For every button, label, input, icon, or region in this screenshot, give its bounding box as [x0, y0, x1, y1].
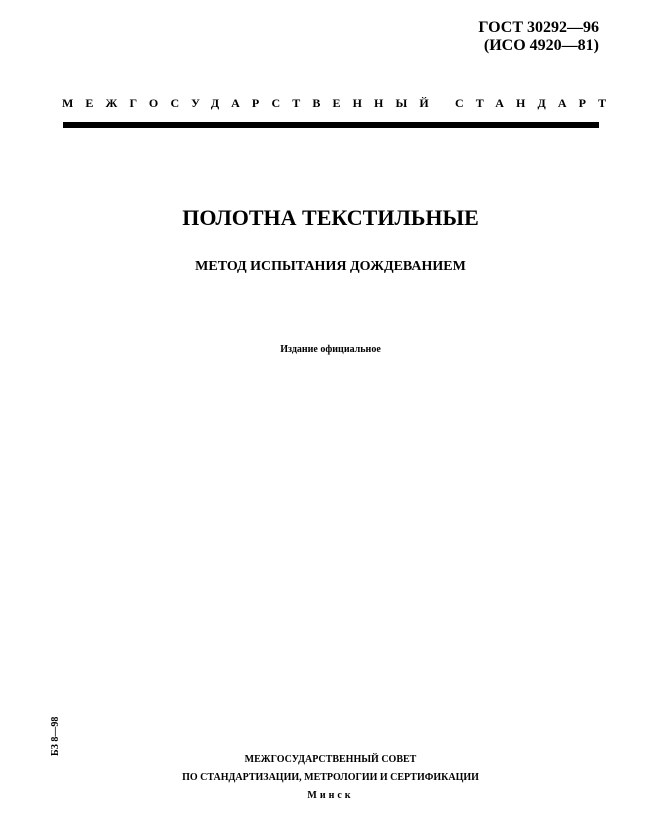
side-code: БЗ 8—98: [50, 716, 61, 756]
banner-word-standard: СТАНДАРТ: [455, 96, 619, 110]
footer-council-scope: ПО СТАНДАРТИЗАЦИИ, МЕТРОЛОГИИ И СЕРТИФИКАЦИИ: [182, 772, 479, 783]
header-rule: [63, 122, 599, 128]
edition-note: Издание официальное: [280, 344, 381, 355]
document-title: ПОЛОТНА ТЕКСТИЛЬНЫЕ: [182, 205, 479, 230]
document-subtitle: МЕТОД ИСПЫТАНИЯ ДОЖДЕВАНИЕМ: [195, 259, 466, 274]
footer-city: Минск: [307, 790, 354, 801]
banner-word-interstate: МЕЖГОСУДАРСТВЕННЫЙ: [62, 96, 441, 110]
publisher-footer: [0, 751, 661, 805]
footer-council: МЕЖГОСУДАРСТВЕННЫЙ СОВЕТ: [244, 754, 417, 765]
gost-number: ГОСТ 30292—96: [478, 19, 599, 36]
iso-number: (ИСО 4920—81): [483, 37, 599, 54]
standard-designation: [478, 19, 599, 55]
